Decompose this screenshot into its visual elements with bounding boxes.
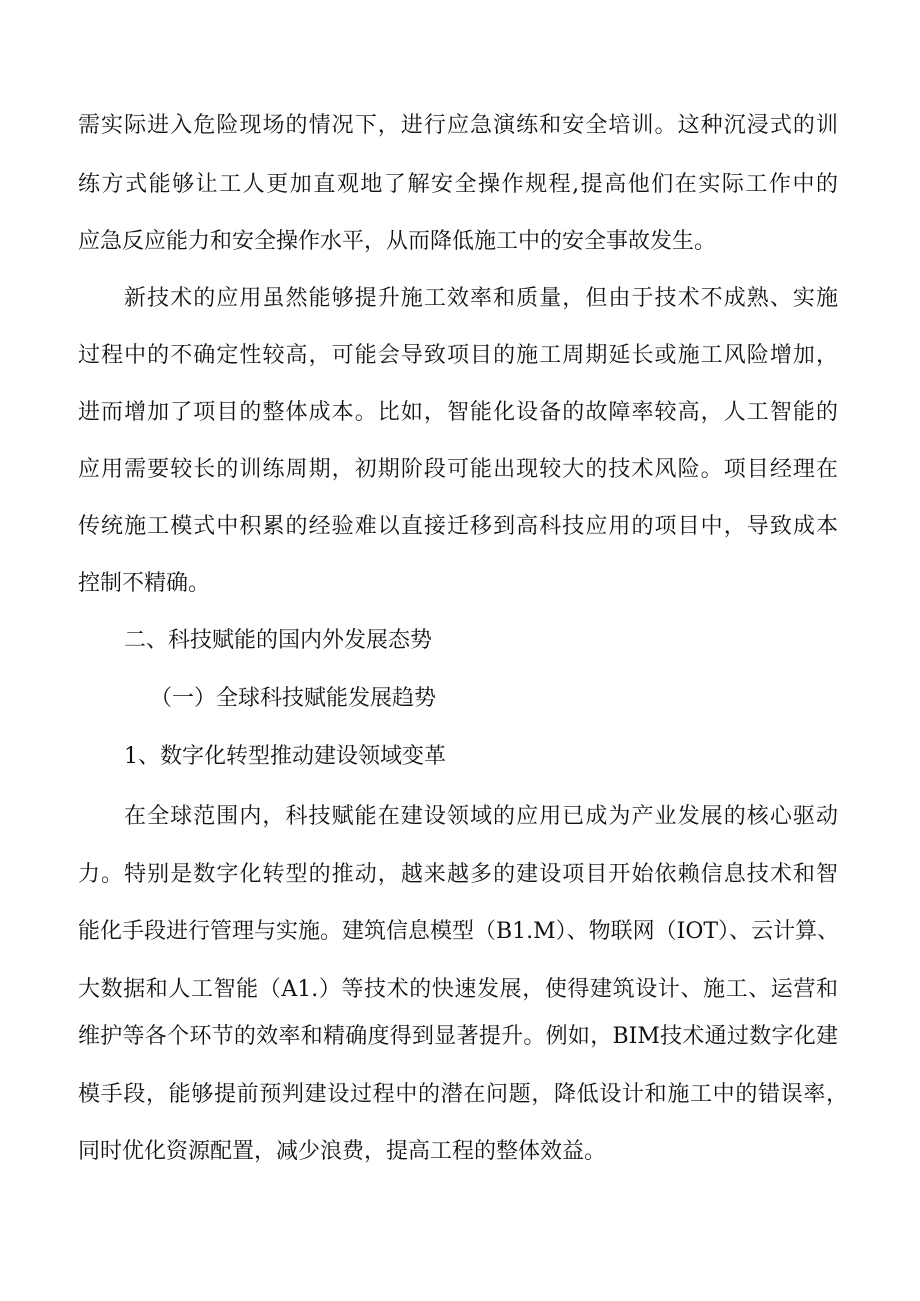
paragraph-line: 同时优化资源配置，减少浪费，提高工程的整体效益。 — [78, 1139, 607, 1164]
paragraph-line: 模手段，能够提前预判建设过程中的潜在问题，降低设计和施工中的错误率， — [78, 1082, 848, 1107]
paragraph-line: 力。特别是数字化转型的推动，越来越多的建设项目开始依赖信息技术和智 — [78, 862, 838, 887]
paragraph-line: 新技术的应用虽然能够提升施工效率和质量，但由于技术不成熟、实施 — [124, 286, 838, 311]
section-heading: 二、科技赋能的国内外发展态势 — [124, 628, 433, 653]
paragraph-line: 练方式能够让工人更加直观地了解安全操作规程,提高他们在实际工作中的 — [78, 172, 838, 197]
subsection-heading: （一）全球科技赋能发展趋势 — [150, 686, 437, 711]
paragraph-line: 传统施工模式中积累的经验难以直接迁移到高科技应用的项目中，导致成本 — [78, 514, 838, 539]
paragraph-line: 应急反应能力和安全操作水平，从而降低施工中的安全事故发生。 — [78, 229, 717, 254]
paragraph-line: 过程中的不确定性较高，可能会导致项目的施工周期延长或施工风险增加， — [78, 343, 838, 368]
paragraph-line: 进而增加了项目的整体成本。比如，智能化设备的故障率较高，人工智能的 — [78, 400, 838, 425]
paragraph-line: 应用需要较长的训练周期，初期阶段可能出现较大的技术风险。项目经理在 — [78, 457, 838, 482]
item-heading: 1、数字化转型推动建设领域变革 — [124, 744, 446, 769]
paragraph-line: 能化手段进行管理与实施。建筑信息模型（B1.M）、物联网（IOT）、云计算、 — [78, 919, 840, 944]
paragraph-line: 在全球范围内，科技赋能在建设领域的应用已成为产业发展的核心驱动 — [124, 804, 838, 829]
paragraph-line: 大数据和人工智能（A1.）等技术的快速发展，使得建筑设计、施工、运营和 — [78, 977, 838, 1002]
paragraph-line: 需实际进入危险现场的情况下，进行应急演练和安全培训。这种沉浸式的训 — [78, 113, 838, 138]
paragraph-line: 维护等各个环节的效率和精确度得到显著提升。例如，BIM技术通过数字化建 — [78, 1024, 838, 1049]
paragraph-line: 控制不精确。 — [78, 571, 211, 596]
